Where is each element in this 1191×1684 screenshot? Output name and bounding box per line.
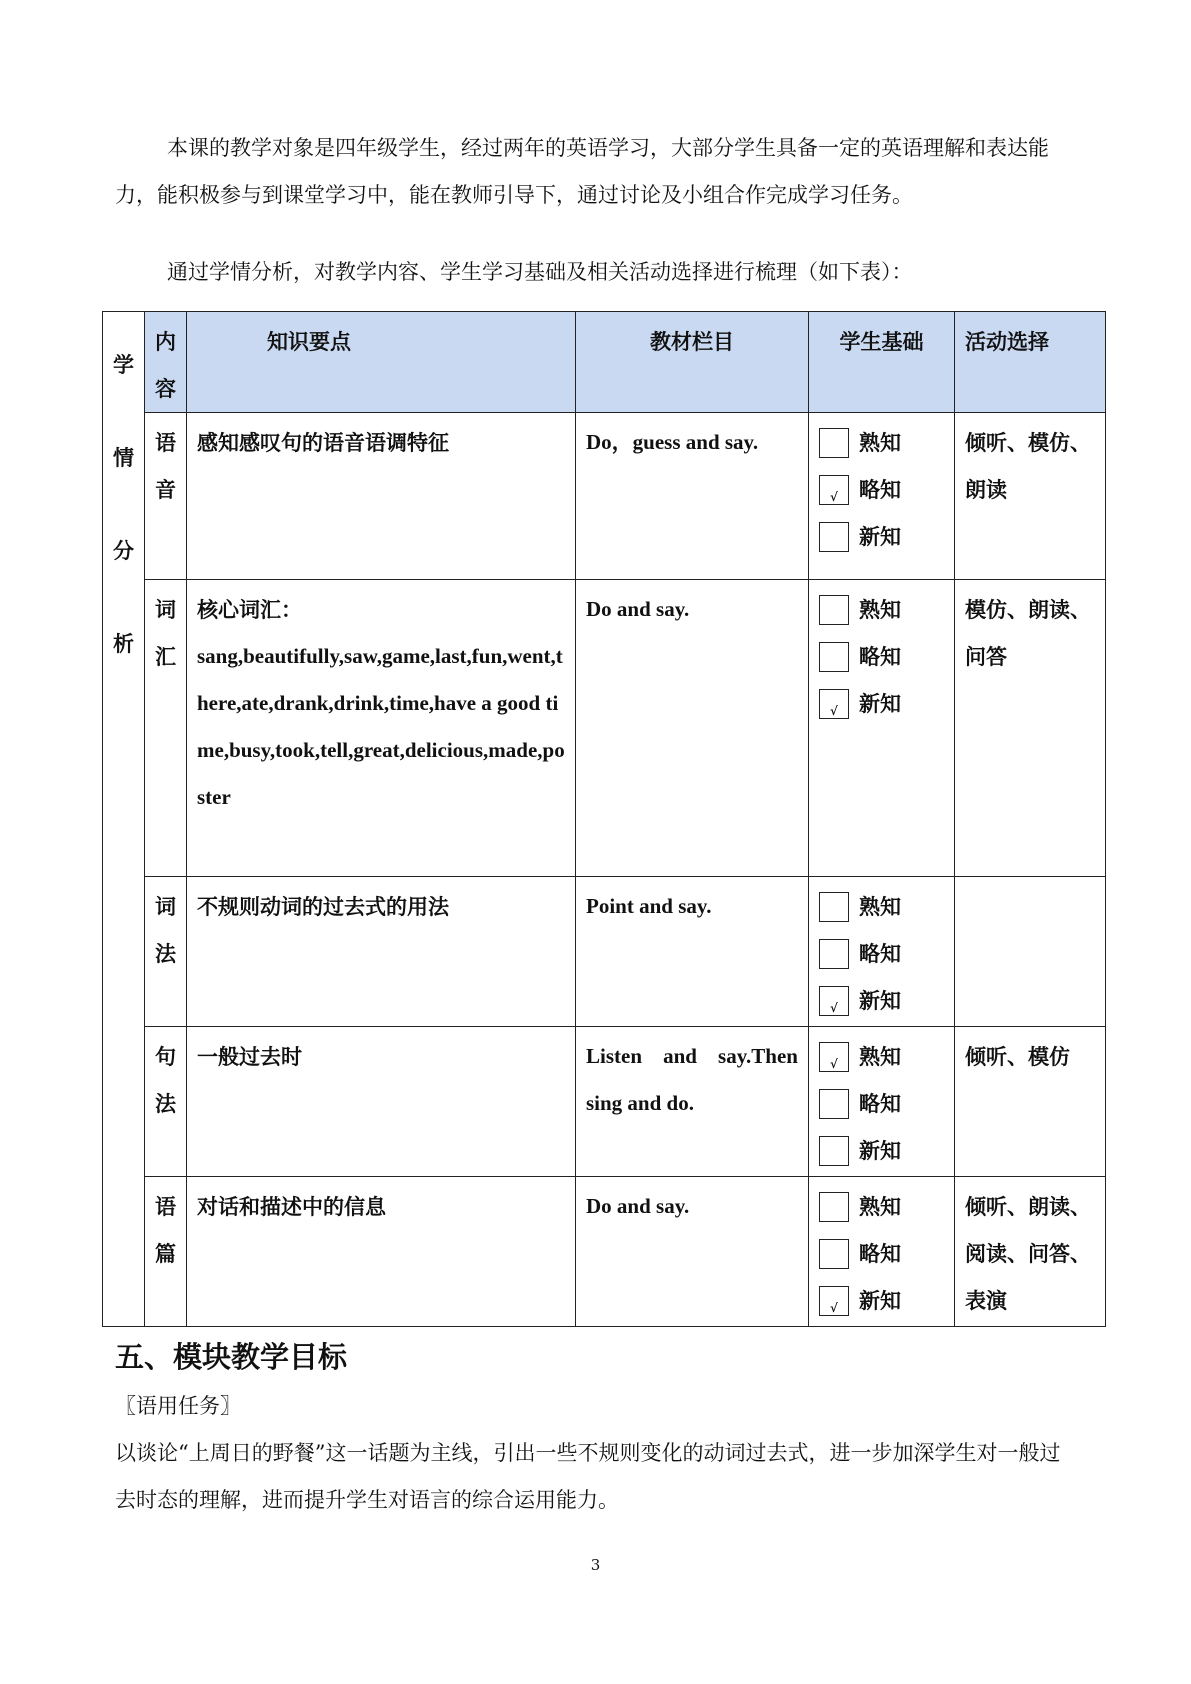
check-mark-icon: √ — [830, 1000, 838, 1015]
basis-option-label: 略知 — [859, 644, 901, 669]
table-row — [103, 413, 1106, 580]
checkbox-icon[interactable] — [819, 1136, 849, 1166]
basis-option-label: 新知 — [859, 1138, 901, 1163]
basis-option-label: 略知 — [859, 941, 901, 966]
check-mark-icon: √ — [830, 489, 838, 504]
row-textbook-section: Do and say. — [576, 580, 809, 877]
learning-analysis-table — [102, 311, 1106, 1327]
header-points: 知识要点 — [187, 312, 576, 413]
checked-box-icon[interactable] — [819, 475, 849, 505]
basis-option — [819, 1277, 944, 1324]
section-5-subtitle: 〖语用任务〗 — [115, 1394, 241, 1418]
basis-option-label: 新知 — [859, 524, 901, 549]
basis-option-label: 熟知 — [859, 1194, 901, 1219]
header-basis: 学生基础 — [809, 312, 955, 413]
side-label-char: 析 — [113, 631, 134, 656]
basis-option-label: 熟知 — [859, 430, 901, 455]
row-category: 词汇 — [145, 580, 187, 877]
table-header-row — [103, 312, 1106, 413]
basis-option — [819, 930, 944, 977]
basis-option — [819, 1080, 944, 1127]
basis-option — [819, 680, 944, 727]
table-row — [103, 1177, 1106, 1327]
checkbox-icon[interactable] — [819, 1192, 849, 1222]
checkbox-icon[interactable] — [819, 642, 849, 672]
basis-option-label: 新知 — [859, 691, 901, 716]
basis-option — [819, 1230, 944, 1277]
table-row — [103, 580, 1106, 877]
header-content: 内容 — [145, 312, 187, 413]
checked-box-icon[interactable] — [819, 986, 849, 1016]
table-row — [103, 877, 1106, 1027]
row-knowledge-point: 对话和描述中的信息 — [187, 1177, 576, 1327]
row-knowledge-point: 不规则动词的过去式的用法 — [187, 877, 576, 1027]
row-knowledge-point: 感知感叹句的语音语调特征 — [187, 413, 576, 580]
row-knowledge-point: 一般过去时 — [187, 1027, 576, 1177]
basis-option-label: 略知 — [859, 477, 901, 502]
basis-option-label: 略知 — [859, 1241, 901, 1266]
row-category: 词法 — [145, 877, 187, 1027]
row-category: 语篇 — [145, 1177, 187, 1327]
check-mark-icon: √ — [830, 1056, 838, 1071]
section-5-body: 以谈论“上周日的野餐”这一话题为主线，引出一些不规则变化的动词过去式，进一步加深学生对一般过去时态的理解，进而提升学生对语言的综合运用能力。 — [115, 1441, 1061, 1512]
row-category: 句法 — [145, 1027, 187, 1177]
checked-box-icon[interactable] — [819, 689, 849, 719]
checkbox-icon[interactable] — [819, 939, 849, 969]
row-textbook-section: Point and say. — [576, 877, 809, 1027]
page-number: 3 — [590, 1556, 601, 1574]
basis-option — [819, 977, 944, 1024]
basis-option-label: 熟知 — [859, 1044, 901, 1069]
row-activity: 倾听、模仿 — [955, 1027, 1106, 1177]
basis-option — [819, 513, 944, 560]
basis-option-label: 新知 — [859, 1288, 901, 1313]
row-knowledge-point — [187, 580, 576, 877]
checkbox-icon[interactable] — [819, 1239, 849, 1269]
basis-option-label: 略知 — [859, 1091, 901, 1116]
basis-option — [819, 586, 944, 633]
row-activity: 倾听、模仿、朗读 — [955, 413, 1106, 580]
side-label-char: 情 — [113, 445, 134, 470]
side-label-char: 分 — [113, 538, 134, 563]
checked-box-icon[interactable] — [819, 1286, 849, 1316]
row-student-basis — [809, 413, 955, 580]
row-vocabulary-list: sang,beautifully,saw,game,last,fun,went,there,ate,drank,drink,time,have a good time,busy,took,tell,great,delicious,made,poster — [197, 644, 565, 809]
header-section: 教材栏目 — [576, 312, 809, 413]
table-row — [103, 1027, 1106, 1177]
row-student-basis — [809, 877, 955, 1027]
basis-option — [819, 1183, 944, 1230]
row-student-basis — [809, 1027, 955, 1177]
checkbox-icon[interactable] — [819, 428, 849, 458]
check-mark-icon: √ — [830, 1300, 838, 1315]
row-knowledge-label: 核心词汇： — [197, 597, 302, 622]
header-activity: 活动选择 — [955, 312, 1106, 413]
basis-option-label: 熟知 — [859, 597, 901, 622]
checked-box-icon[interactable] — [819, 1042, 849, 1072]
checkbox-icon[interactable] — [819, 1089, 849, 1119]
intro-paragraph-1: 本课的教学对象是四年级学生，经过两年的英语学习，大部分学生具备一定的英语理解和表达能力，能积极参与到课堂学习中，能在教师引导下，通过讨论及小组合作完成学习任务。 — [115, 136, 1049, 207]
basis-option — [819, 1033, 944, 1080]
basis-option — [819, 883, 944, 930]
row-student-basis — [809, 1177, 955, 1327]
basis-option-label: 熟知 — [859, 894, 901, 919]
basis-option — [819, 633, 944, 680]
section-5-title: 五、模块教学目标 — [115, 1340, 348, 1374]
row-activity — [955, 877, 1106, 1027]
row-student-basis — [809, 580, 955, 877]
basis-option-label: 新知 — [859, 988, 901, 1013]
side-label-cell — [103, 312, 145, 1327]
row-textbook-section: Do and say. — [576, 1177, 809, 1327]
check-mark-icon: √ — [830, 703, 838, 718]
row-activity: 模仿、朗读、问答 — [955, 580, 1106, 877]
basis-option — [819, 1127, 944, 1174]
row-activity: 倾听、朗读、阅读、问答、表演 — [955, 1177, 1106, 1327]
intro-paragraph-2: 通过学情分析，对教学内容、学生学习基础及相关活动选择进行梳理（如下表）： — [167, 260, 913, 284]
checkbox-icon[interactable] — [819, 892, 849, 922]
basis-option — [819, 466, 944, 513]
checkbox-icon[interactable] — [819, 522, 849, 552]
row-textbook-section: Do，guess and say. — [576, 413, 809, 580]
checkbox-icon[interactable] — [819, 595, 849, 625]
side-label-char: 学 — [113, 352, 134, 377]
row-category: 语音 — [145, 413, 187, 580]
row-textbook-section: Listen and say.Then sing and do. — [576, 1027, 809, 1177]
basis-option — [819, 419, 944, 466]
